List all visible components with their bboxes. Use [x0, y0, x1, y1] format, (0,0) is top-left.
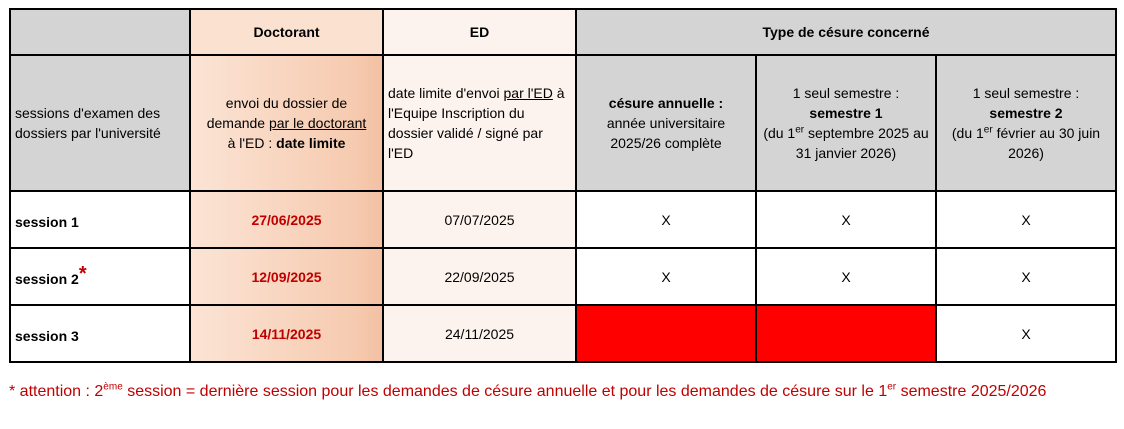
doctorant-text-underlined: par le doctorant: [268, 115, 367, 131]
annuelle-cell-unavailable: [576, 305, 756, 362]
ed-text-c: à l'Equipe Inscription du dossier validé / signé par l'ED: [388, 85, 565, 161]
s2-line-c: (du 1: [951, 125, 984, 141]
annuelle-title: césure annuelle :: [608, 95, 724, 111]
header-doctorant: Doctorant: [190, 9, 383, 55]
session-name: session 3: [15, 328, 79, 344]
semestre2-cell: X: [936, 191, 1116, 248]
s2-sup: er: [983, 124, 993, 136]
footnote-a: * attention : 2: [9, 383, 104, 400]
semestre1-cell: X: [756, 248, 936, 305]
table-row: [10, 248, 1116, 305]
s2-line-d: février au 30 juin 2026): [992, 125, 1101, 161]
table-row: [10, 305, 1116, 362]
subheader-row: [10, 55, 1116, 191]
subheader-doctorant: [190, 55, 383, 191]
header-row: [10, 9, 1116, 55]
ed-date: 07/07/2025: [383, 191, 576, 248]
header-ed: ED: [383, 9, 576, 55]
annuelle-cell: X: [576, 248, 756, 305]
semestre1-cell: X: [756, 191, 936, 248]
semestre2-cell: X: [936, 305, 1116, 362]
s1-line-b: semestre 1: [809, 105, 883, 121]
session-label: [10, 191, 190, 248]
subheader-annuelle: [576, 55, 756, 191]
subheader-semestre-1: [756, 55, 936, 191]
ed-date: 22/09/2025: [383, 248, 576, 305]
subheader-semestre-2: [936, 55, 1116, 191]
cesure-sessions-document: [9, 8, 1115, 363]
subheader-sessions: sessions d'examen des dossiers par l'université: [10, 55, 190, 191]
s1-line-c: (du 1: [763, 125, 796, 141]
annuelle-cell: X: [576, 191, 756, 248]
doctorant-text-a: envoi du dossier de demande: [206, 95, 348, 131]
s2-line-a: 1 seul semestre :: [972, 85, 1080, 101]
session-name: session 1: [15, 214, 79, 230]
ed-date: 24/11/2025: [383, 305, 576, 362]
header-empty-cell: [10, 9, 190, 55]
annuelle-text: année universitaire 2025/26 complète: [606, 115, 726, 151]
ed-text-underlined: par l'ED: [503, 85, 553, 101]
sessions-table: [9, 8, 1117, 363]
footnote: [9, 382, 1109, 401]
footnote-sup2: er: [887, 381, 897, 393]
doctorant-date: 27/06/2025: [190, 191, 383, 248]
doctorant-date: 12/09/2025: [190, 248, 383, 305]
s1-line-a: 1 seul semestre :: [792, 85, 900, 101]
doctorant-text-date-limite: date limite: [276, 135, 346, 151]
ed-text-a: date limite d'envoi: [388, 85, 504, 101]
session-star: *: [78, 263, 87, 285]
header-type-cesure: Type de césure concerné: [576, 9, 1116, 55]
s2-line-b: semestre 2: [989, 105, 1063, 121]
table-row: [10, 191, 1116, 248]
session-label: [10, 248, 190, 305]
doctorant-date: 14/11/2025: [190, 305, 383, 362]
semestre2-cell: X: [936, 248, 1116, 305]
subheader-ed: [383, 55, 576, 191]
session-label: [10, 305, 190, 362]
doctorant-text-c: à l'ED :: [227, 135, 277, 151]
footnote-sup1: ème: [103, 381, 123, 393]
footnote-c: semestre 2025/2026: [896, 383, 1047, 400]
footnote-b: session = dernière session pour les demandes de césure annuelle et pour les demandes de césure sur le 1: [122, 383, 888, 400]
semestre1-cell-unavailable: [756, 305, 936, 362]
s1-sup: er: [795, 124, 805, 136]
s1-line-d: septembre 2025 au 31 janvier 2026): [795, 125, 929, 161]
session-name: session 2: [15, 271, 79, 287]
